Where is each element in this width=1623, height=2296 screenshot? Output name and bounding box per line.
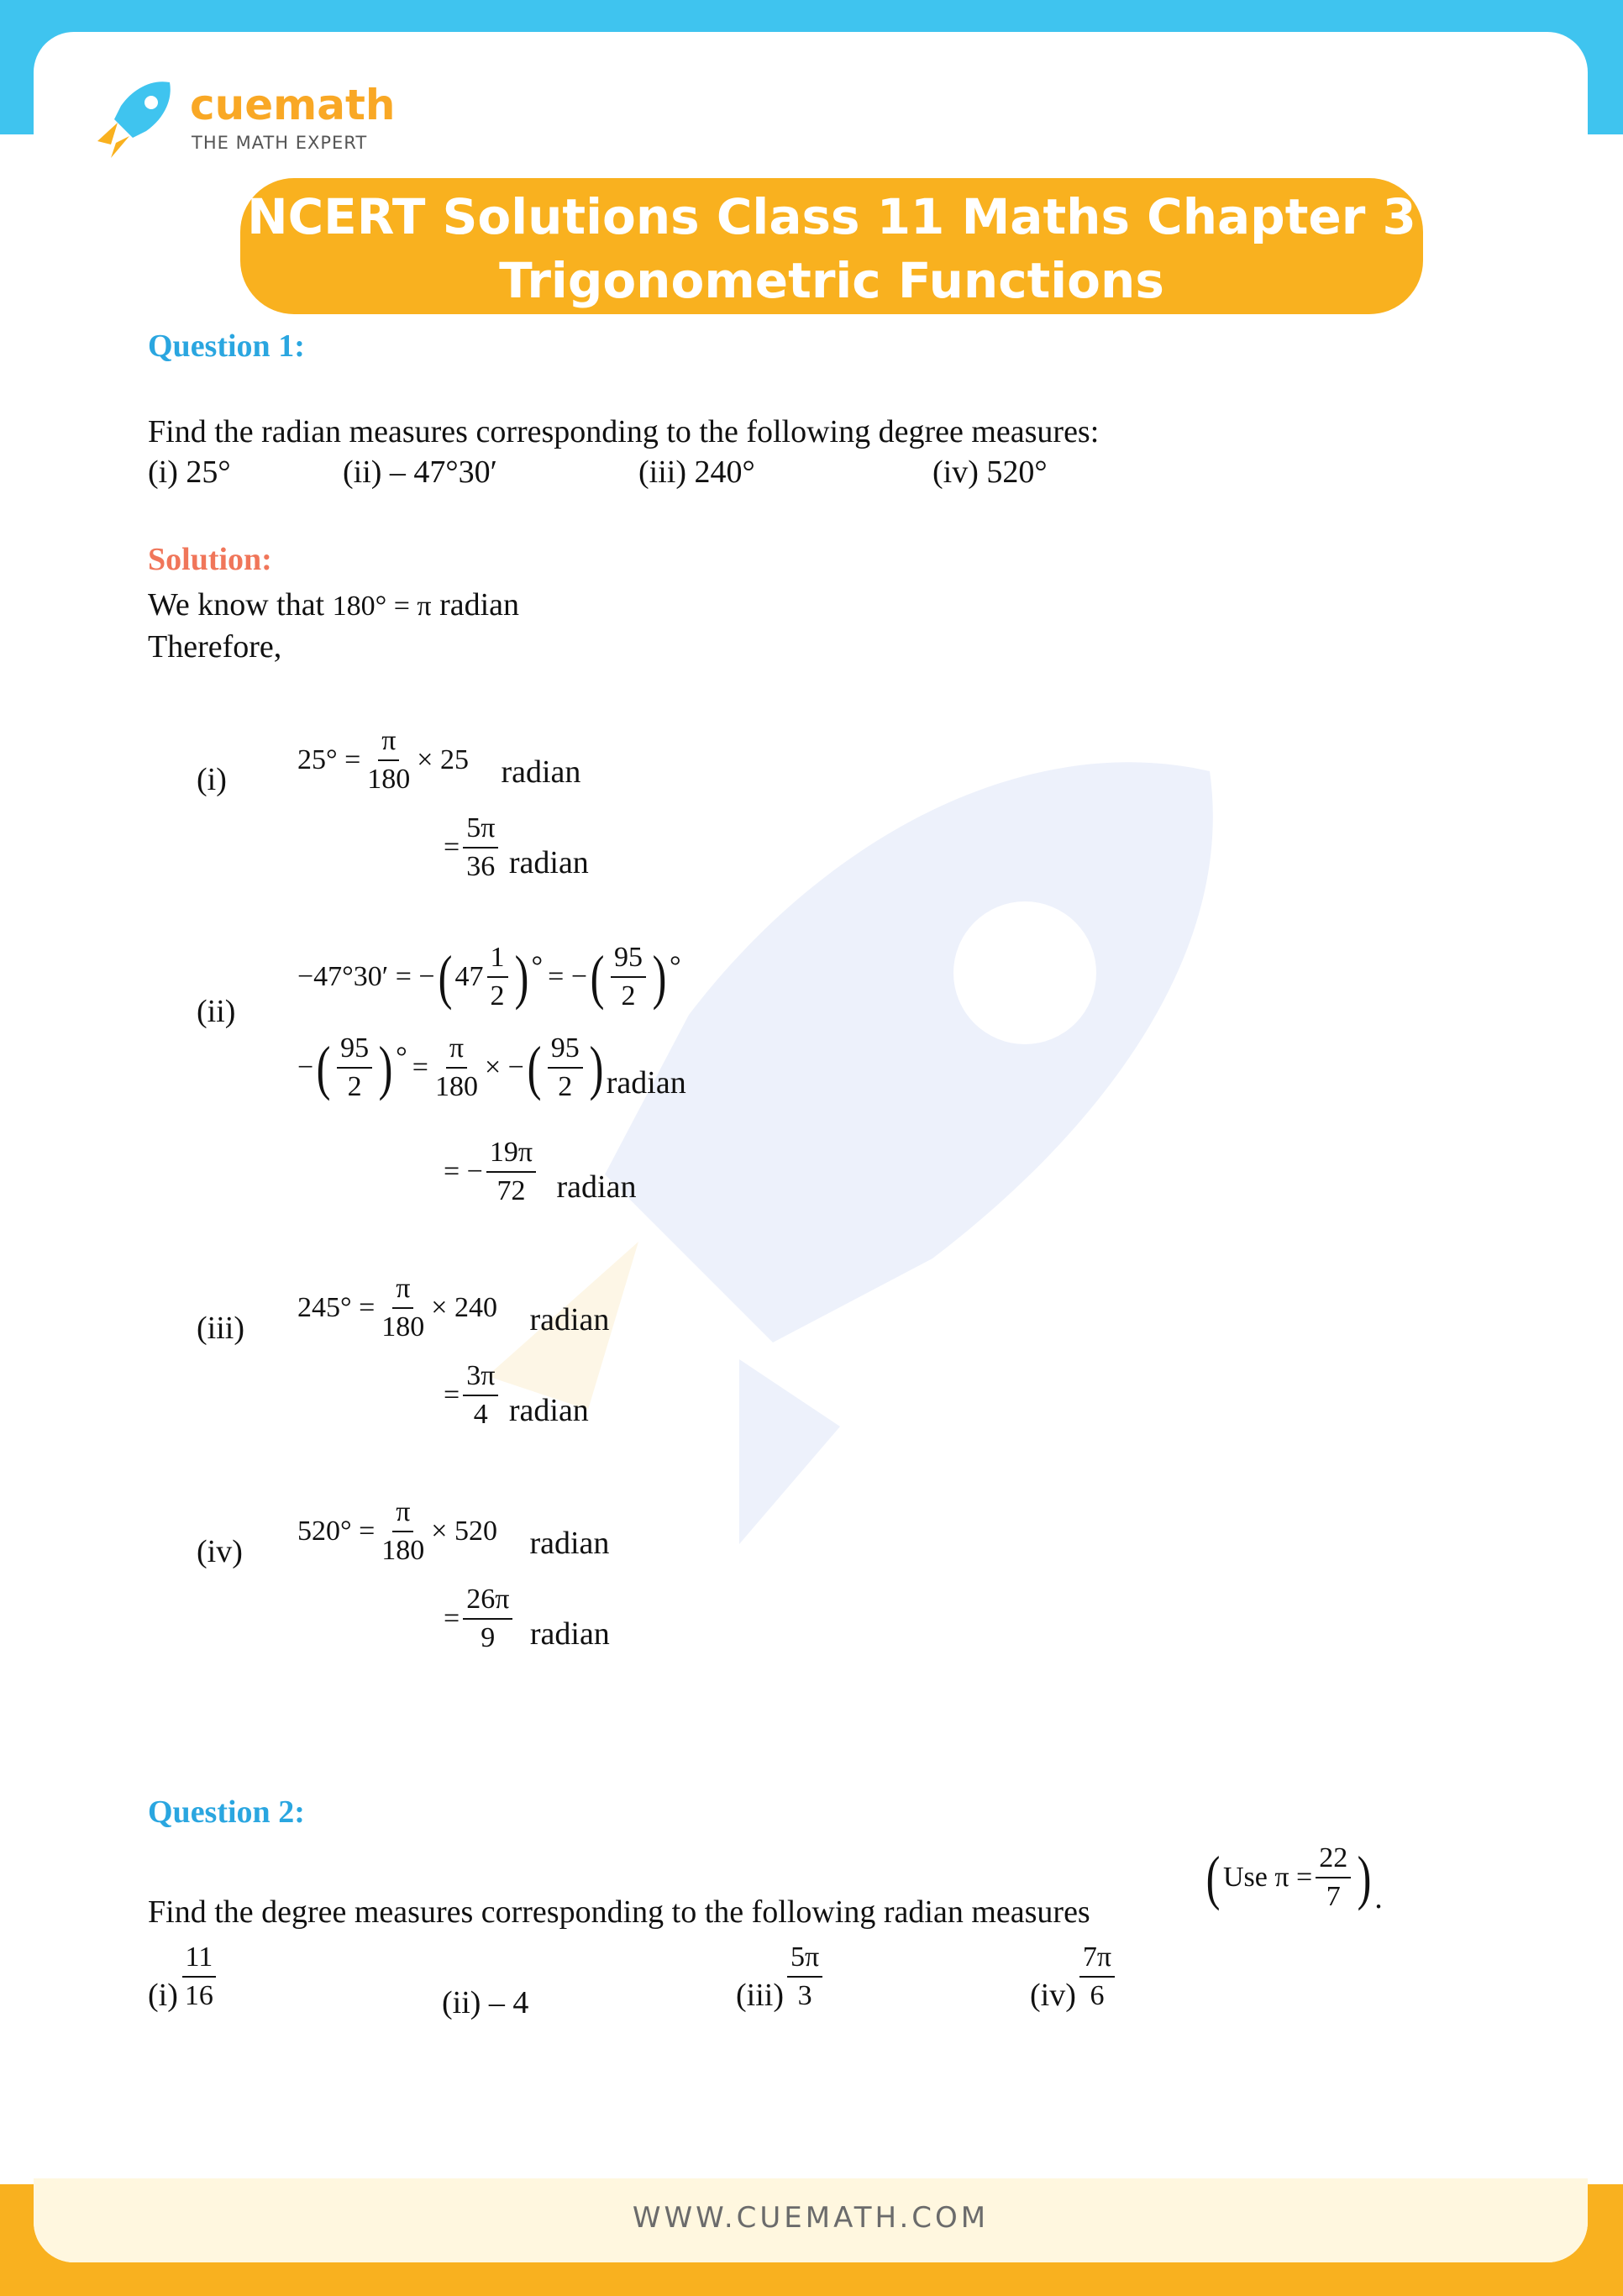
part-ii-line-2 (297, 1030, 686, 1106)
part-iii-lhs: 245° = (297, 1292, 376, 1323)
solution-known-line (148, 585, 519, 627)
part-iv-unit: radian (529, 1526, 610, 1561)
pi-over-180-fraction (378, 1270, 428, 1346)
question-1-text: Find the radian measures corresponding to the following degree measures: (148, 414, 1100, 449)
q1-option-iii: (iii) 240° (638, 454, 755, 490)
fraction-numerator: π (446, 1030, 467, 1069)
part-iv-result-unit: radian (529, 1616, 610, 1652)
fraction-numerator: 3π (463, 1358, 498, 1396)
cuemath-rocket-logo-icon[interactable] (92, 77, 176, 161)
fraction-numerator: 95 (548, 1030, 583, 1069)
twenty-two-sevenths-fraction (1316, 1840, 1351, 1915)
part-iv-line-2 (444, 1581, 610, 1657)
q1-option-ii: (ii) – 47°30′ (343, 454, 497, 490)
part-iii-line-1 (297, 1270, 609, 1346)
part-i-eq: = (444, 832, 460, 863)
q2-option-iii (736, 1939, 826, 2015)
fraction-numerator: 95 (337, 1030, 372, 1069)
part-i-line-1 (297, 722, 580, 798)
mixed-whole: 47 (454, 961, 484, 992)
part-iv-lhs: 520° = (297, 1516, 376, 1547)
right-paren: ) (589, 1034, 604, 1101)
fraction-numerator: π (392, 1270, 413, 1309)
part-iii-mult: × 240 (431, 1292, 497, 1323)
fraction-numerator: 1 (487, 939, 508, 978)
part-ii-l2-minus: − (297, 1052, 314, 1083)
solution-heading: Solution: (148, 542, 272, 577)
fraction-numerator: 19π (486, 1134, 536, 1173)
ninety-five-halves-fraction (337, 1030, 372, 1106)
part-iii-unit: radian (529, 1302, 610, 1337)
fraction-denominator: 4 (473, 1399, 488, 1430)
known-prefix: We know that (148, 587, 325, 623)
five-pi-over-three-fraction (787, 1939, 822, 2015)
ninety-five-halves-fraction (611, 939, 646, 1015)
fraction-denominator: 72 (496, 1175, 526, 1206)
hint-period: . (1374, 1880, 1383, 1915)
result-fraction (463, 1581, 512, 1657)
part-ii-l3-unit: radian (556, 1169, 637, 1205)
part-ii-line-1 (297, 939, 681, 1015)
fraction-denominator: 16 (184, 1980, 213, 2011)
footer-url[interactable]: WWW.CUEMATH.COM (632, 2201, 990, 2235)
part-i-mult: × 25 (417, 744, 469, 775)
fraction-numerator: 5π (463, 810, 498, 849)
left-paren: ( (590, 943, 605, 1011)
part-iv-mult: × 520 (431, 1516, 497, 1547)
right-paren: ) (378, 1034, 393, 1101)
part-iv-line-1 (297, 1494, 609, 1569)
result-fraction (486, 1134, 536, 1210)
question-1-heading: Question 1: (148, 328, 305, 364)
fraction-denominator: 2 (558, 1071, 573, 1102)
left-paren: ( (316, 1034, 331, 1101)
q2-hint (1203, 1840, 1383, 1915)
part-i-lhs: 25° = (297, 744, 361, 775)
part-ii-l1-lhs: −47°30′ = − (297, 961, 435, 992)
fraction-denominator: 180 (434, 1071, 478, 1102)
banner-line-2: Trigonometric Functions (499, 252, 1164, 309)
result-fraction (463, 1358, 498, 1433)
question-2-heading: Question 2: (148, 1794, 305, 1830)
brand-tagline: THE MATH EXPERT (192, 133, 368, 153)
q2-option-i (148, 1939, 220, 2015)
fraction-denominator: 180 (381, 1535, 425, 1566)
fraction-numerator: 5π (787, 1939, 822, 1978)
degree-sign: ° (531, 951, 544, 982)
fraction-denominator: 2 (347, 1071, 362, 1102)
part-iii-label: (iii) (197, 1311, 244, 1346)
result-fraction (463, 810, 498, 885)
fraction-denominator: 180 (381, 1311, 425, 1342)
part-i-label: (i) (197, 762, 227, 797)
fraction-denominator: 9 (481, 1622, 496, 1653)
part-iii-result-unit: radian (508, 1393, 589, 1428)
half-fraction (487, 939, 508, 1015)
fraction-numerator: π (378, 722, 399, 761)
part-iii-line-2 (444, 1358, 589, 1433)
q2-option-iii-label: (iii) (736, 1978, 784, 2013)
chapter-title-banner (240, 178, 1423, 314)
fraction-denominator: 2 (621, 980, 636, 1011)
fraction-denominator: 6 (1090, 1980, 1105, 2011)
right-paren: ) (1357, 1844, 1372, 1911)
part-ii-label: (ii) (197, 994, 236, 1029)
fraction-denominator: 180 (367, 764, 411, 795)
q2-option-iv (1030, 1939, 1118, 2015)
part-ii-line-3 (444, 1134, 636, 1210)
eleven-sixteenths-fraction (181, 1939, 217, 2015)
part-iv-eq: = (444, 1603, 460, 1634)
known-unit: radian (439, 587, 520, 623)
fraction-denominator: 36 (466, 851, 496, 882)
part-ii-l2-unit: radian (606, 1065, 686, 1101)
left-paren: ( (527, 1034, 542, 1101)
brand-name: cuemath (190, 81, 396, 129)
part-i-line-2 (444, 810, 589, 885)
q1-option-iv: (iv) 520° (932, 454, 1048, 490)
part-ii-l1-eq: = − (548, 961, 587, 992)
part-ii-l2-eq: = (412, 1052, 428, 1083)
fraction-denominator: 3 (797, 1980, 812, 2011)
q2-option-ii: (ii) – 4 (442, 1985, 529, 2020)
ninety-five-halves-fraction (548, 1030, 583, 1106)
known-math: 180° = π (332, 591, 432, 622)
pi-over-180-fraction (378, 1494, 428, 1569)
degree-sign: ° (669, 951, 681, 982)
q2-option-iv-label: (iv) (1030, 1978, 1076, 2013)
therefore-text: Therefore, (148, 629, 282, 665)
fraction-denominator: 7 (1326, 1881, 1341, 1912)
part-i-unit: radian (501, 754, 581, 790)
part-iv-label: (iv) (197, 1534, 243, 1569)
degree-sign: ° (396, 1042, 407, 1073)
fraction-denominator: 2 (490, 980, 505, 1011)
fraction-numerator: 95 (611, 939, 646, 978)
q2-option-i-label: (i) (148, 1978, 178, 2013)
left-paren: ( (1205, 1844, 1221, 1911)
right-paren: ) (652, 943, 667, 1011)
seven-pi-over-six-fraction (1079, 1939, 1115, 2015)
fraction-numerator: 22 (1316, 1840, 1351, 1878)
part-i-result-unit: radian (508, 845, 589, 880)
fraction-numerator: π (392, 1494, 413, 1532)
question-2-text: Find the degree measures corresponding to the following radian measures (148, 1894, 1090, 1930)
part-ii-l3-eq: = − (444, 1156, 483, 1187)
pi-over-180-fraction (432, 1030, 481, 1106)
fraction-numerator: 7π (1079, 1939, 1115, 1978)
hint-prefix: Use π = (1222, 1862, 1313, 1893)
q1-option-i: (i) 25° (148, 454, 231, 490)
right-paren: ) (514, 943, 528, 1011)
left-paren: ( (438, 943, 452, 1011)
fraction-numerator: 26π (463, 1581, 512, 1620)
fraction-numerator: 11 (182, 1939, 217, 1978)
part-iii-eq: = (444, 1379, 460, 1411)
part-ii-l2-times: × − (484, 1052, 524, 1083)
pi-over-180-fraction (364, 722, 413, 798)
banner-line-1: NCERT Solutions Class 11 Maths Chapter 3 (247, 188, 1416, 245)
